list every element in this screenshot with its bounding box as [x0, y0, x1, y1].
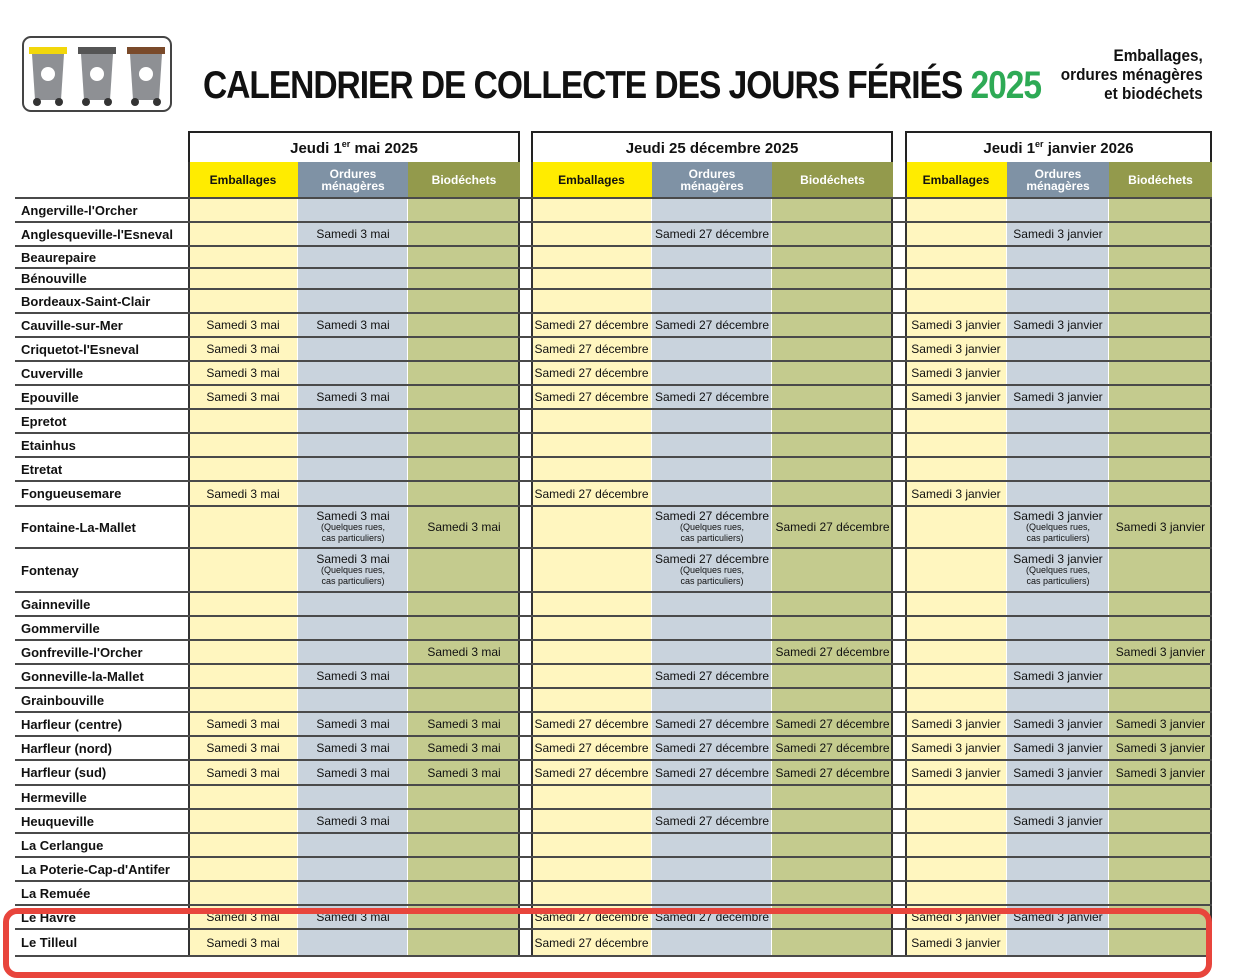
row-separator — [15, 615, 1212, 617]
collection-date: Samedi 27 décembre — [654, 717, 770, 731]
collection-date: Samedi 3 janvier — [911, 765, 1001, 780]
collection-date: Samedi 27 décembre — [534, 486, 649, 501]
collection-date: Samedi 3 mai — [206, 910, 280, 924]
collection-date: Samedi 3 mai — [316, 717, 390, 731]
collection-date: Samedi 3 janvier — [1013, 227, 1103, 241]
commune-name: Etretat — [21, 461, 63, 477]
collection-date: Samedi 3 mai — [206, 765, 280, 780]
collection-date: Samedi 3 janvier — [1115, 520, 1206, 534]
collection-date: Samedi 27 décembre — [654, 741, 770, 755]
collection-date: Samedi 3 janvier — [911, 717, 1001, 731]
collection-date: Samedi 3 mai — [316, 910, 390, 924]
commune-name: Gonfreville-l'Orcher — [21, 644, 143, 660]
column-header-biodechets: Biodéchets — [408, 162, 520, 197]
collection-date: Samedi 3 janvier — [1115, 717, 1206, 731]
collection-date: Samedi 27 décembre — [534, 366, 649, 380]
column-header-emballages: Emballages — [188, 162, 298, 197]
collection-date: Samedi 27 décembre — [775, 520, 890, 534]
column-header-ordures: Ordures ménagères — [1007, 162, 1109, 197]
row-separator — [15, 639, 1212, 641]
commune-name: Fontaine-La-Mallet — [21, 519, 136, 535]
collection-date: Samedi 27 décembre — [534, 717, 649, 731]
collection-date: Samedi 3 janvier — [911, 366, 1001, 380]
row-separator — [15, 880, 1212, 882]
collection-date: Samedi 3 mai — [316, 765, 390, 780]
subtitle-line: et biodéchets — [1104, 84, 1203, 103]
collection-date: Samedi 3 janvier — [911, 486, 1001, 501]
collection-date: Samedi 3 mai — [427, 765, 501, 780]
collection-date: Samedi 3 janvier — [911, 935, 1001, 950]
commune-name: Bénouville — [21, 271, 87, 286]
commune-name: Anglesqueville-l'Esneval — [21, 226, 173, 242]
commune-name: La Cerlangue — [21, 837, 104, 853]
collection-date: Samedi 3 janvier — [1115, 765, 1206, 780]
collection-date: Samedi 3 mai — [316, 741, 390, 755]
collection-date: Samedi 27 décembre — [534, 342, 649, 356]
collection-date: Samedi 3 janvier — [1115, 741, 1206, 755]
commune-name: Cauville-sur-Mer — [21, 317, 123, 333]
collection-date: Samedi 3 janvier (Quelques rues, cas particuliers) — [1013, 509, 1103, 543]
column-header-biodechets: Biodéchets — [1109, 162, 1212, 197]
group-left-border — [188, 162, 190, 956]
row-separator — [15, 784, 1212, 786]
commune-name: Fongueusemare — [21, 486, 122, 501]
collection-date: Samedi 3 janvier (Quelques rues, cas particuliers) — [1013, 552, 1103, 586]
subtitle-line: Emballages, — [1113, 46, 1203, 65]
commune-name: Gommerville — [21, 620, 100, 636]
row-separator — [15, 432, 1212, 434]
collection-date: Samedi 27 décembre — [654, 910, 770, 924]
collection-date: Samedi 27 décembre — [534, 390, 649, 404]
collection-date: Samedi 3 mai (Quelques rues, cas particuliers) — [316, 509, 390, 543]
collection-date: Samedi 3 mai — [206, 717, 280, 731]
holiday-title: Jeudi 25 décembre 2025 — [625, 139, 799, 157]
group-left-border — [905, 162, 907, 956]
brown-lid-bin-icon — [127, 47, 165, 106]
column-header-biodechets: Biodéchets — [772, 162, 893, 197]
collection-date: Samedi 27 décembre — [534, 318, 649, 332]
row-separator — [15, 288, 1212, 290]
commune-name: Harfleur (sud) — [21, 765, 107, 780]
collection-date: Samedi 27 décembre (Quelques rues, cas particuliers) — [654, 509, 770, 543]
commune-name: La Remuée — [21, 885, 91, 901]
collection-date: Samedi 27 décembre — [654, 669, 770, 683]
collection-date: Samedi 3 janvier — [1013, 741, 1103, 755]
row-separator — [15, 832, 1212, 834]
collection-date: Samedi 3 janvier — [911, 741, 1001, 755]
collection-date: Samedi 3 janvier — [911, 390, 1001, 404]
collection-date: Samedi 27 décembre — [534, 910, 649, 924]
collection-date: Samedi 3 mai — [206, 486, 280, 501]
collection-date: Samedi 3 mai — [206, 366, 280, 380]
commune-name: Criquetot-l'Esneval — [21, 341, 139, 357]
row-separator — [15, 245, 1212, 247]
row-separator — [15, 687, 1212, 689]
page-subtitle — [1061, 46, 1203, 103]
subtitle-line: ordures ménagères — [1060, 65, 1203, 84]
collection-date: Samedi 3 mai — [427, 741, 501, 755]
collection-date: Samedi 3 janvier — [1013, 717, 1103, 731]
commune-name: Gainneville — [21, 596, 91, 612]
collection-date: Samedi 27 décembre — [654, 318, 770, 332]
collection-date: Samedi 3 janvier — [1013, 814, 1103, 828]
collection-date: Samedi 27 décembre — [775, 741, 890, 755]
collection-date: Samedi 3 janvier — [1013, 669, 1103, 683]
commune-name: Epouville — [21, 389, 79, 405]
collection-date: Samedi 3 mai — [427, 520, 501, 534]
page-title — [203, 64, 1041, 108]
commune-name: Harfleur (centre) — [21, 716, 123, 732]
collection-date: Samedi 27 décembre (Quelques rues, cas particuliers) — [654, 552, 770, 586]
collection-date: Samedi 27 décembre — [534, 741, 649, 755]
collection-date: Samedi 3 janvier — [1115, 645, 1206, 659]
column-header-emballages: Emballages — [905, 162, 1007, 197]
collection-date: Samedi 3 mai — [206, 741, 280, 755]
commune-name: Fontenay — [21, 562, 79, 578]
collection-date: Samedi 3 janvier — [911, 318, 1001, 332]
collection-date: Samedi 3 janvier — [1013, 910, 1103, 924]
commune-name: Angerville-l'Orcher — [21, 202, 138, 218]
collection-date: Samedi 3 janvier — [1013, 390, 1103, 404]
row-separator — [15, 856, 1212, 858]
holiday-title: Jeudi 1er mai 2025 — [290, 139, 418, 157]
collection-date: Samedi 3 mai (Quelques rues, cas particuliers) — [316, 552, 390, 586]
commune-name: Le Havre — [21, 909, 76, 925]
collection-date: Samedi 3 mai — [206, 318, 280, 332]
highlight-box — [3, 908, 1212, 978]
collection-date: Samedi 27 décembre — [775, 717, 890, 731]
collection-date: Samedi 3 mai — [316, 814, 390, 828]
collection-date: Samedi 27 décembre — [654, 814, 770, 828]
collection-date: Samedi 27 décembre — [654, 390, 770, 404]
collection-date: Samedi 3 mai — [316, 318, 390, 332]
commune-name: Cuverville — [21, 365, 84, 381]
commune-name: Etainhus — [21, 437, 76, 453]
collection-date: Samedi 3 mai — [206, 342, 280, 356]
collection-date: Samedi 3 janvier — [911, 342, 1001, 356]
row-separator — [15, 267, 1212, 269]
holiday-header — [531, 131, 893, 163]
commune-name: Gonneville-la-Mallet — [21, 668, 144, 684]
collection-date: Samedi 3 janvier — [1013, 318, 1103, 332]
row-separator — [15, 456, 1212, 458]
bins-logo — [22, 36, 172, 112]
commune-name: Epretot — [21, 413, 67, 429]
row-separator — [15, 591, 1212, 593]
holiday-header — [188, 131, 520, 163]
collection-date: Samedi 3 mai — [427, 717, 501, 731]
collection-date: Samedi 27 décembre — [775, 765, 890, 780]
collection-date: Samedi 3 mai — [206, 390, 280, 404]
commune-name: Hermeville — [21, 789, 87, 805]
column-header-ordures: Ordures ménagères — [652, 162, 772, 197]
collection-date: Samedi 3 mai — [206, 935, 280, 950]
commune-name: Le Tilleul — [21, 935, 78, 950]
title-text: CALENDRIER DE COLLECTE DES JOURS FÉRIÉS — [203, 64, 963, 107]
collection-date: Samedi 27 décembre — [654, 765, 770, 780]
column-header-emballages: Emballages — [531, 162, 652, 197]
holiday-title: Jeudi 1er janvier 2026 — [983, 139, 1134, 157]
column-header-ordures: Ordures ménagères — [298, 162, 408, 197]
gray-lid-bin-icon — [78, 47, 116, 106]
collection-date: Samedi 27 décembre — [534, 935, 649, 950]
collection-date: Samedi 27 décembre — [654, 227, 770, 241]
holiday-header — [905, 131, 1212, 163]
row-separator — [15, 408, 1212, 410]
collection-date: Samedi 3 mai — [316, 227, 390, 241]
commune-name: Harfleur (nord) — [21, 740, 112, 756]
commune-name: La Poterie-Cap-d'Antifer — [21, 861, 170, 877]
title-year: 2025 — [970, 64, 1042, 107]
commune-name: Bordeaux-Saint-Clair — [21, 293, 151, 309]
collection-date: Samedi 27 décembre — [534, 765, 649, 780]
collection-date: Samedi 3 mai — [427, 645, 501, 659]
row-separator — [15, 197, 1212, 199]
collection-date: Samedi 27 décembre — [775, 645, 890, 659]
collection-date: Samedi 3 janvier — [911, 910, 1001, 924]
commune-name: Heuqueville — [21, 813, 94, 829]
commune-name: Grainbouville — [21, 692, 105, 708]
collection-date: Samedi 3 janvier — [1013, 765, 1103, 780]
yellow-lid-bin-icon — [29, 47, 67, 106]
commune-name: Beaurepaire — [21, 249, 97, 265]
group-left-border — [531, 162, 533, 956]
collection-date: Samedi 3 mai — [316, 669, 390, 683]
collection-date: Samedi 3 mai — [316, 390, 390, 404]
